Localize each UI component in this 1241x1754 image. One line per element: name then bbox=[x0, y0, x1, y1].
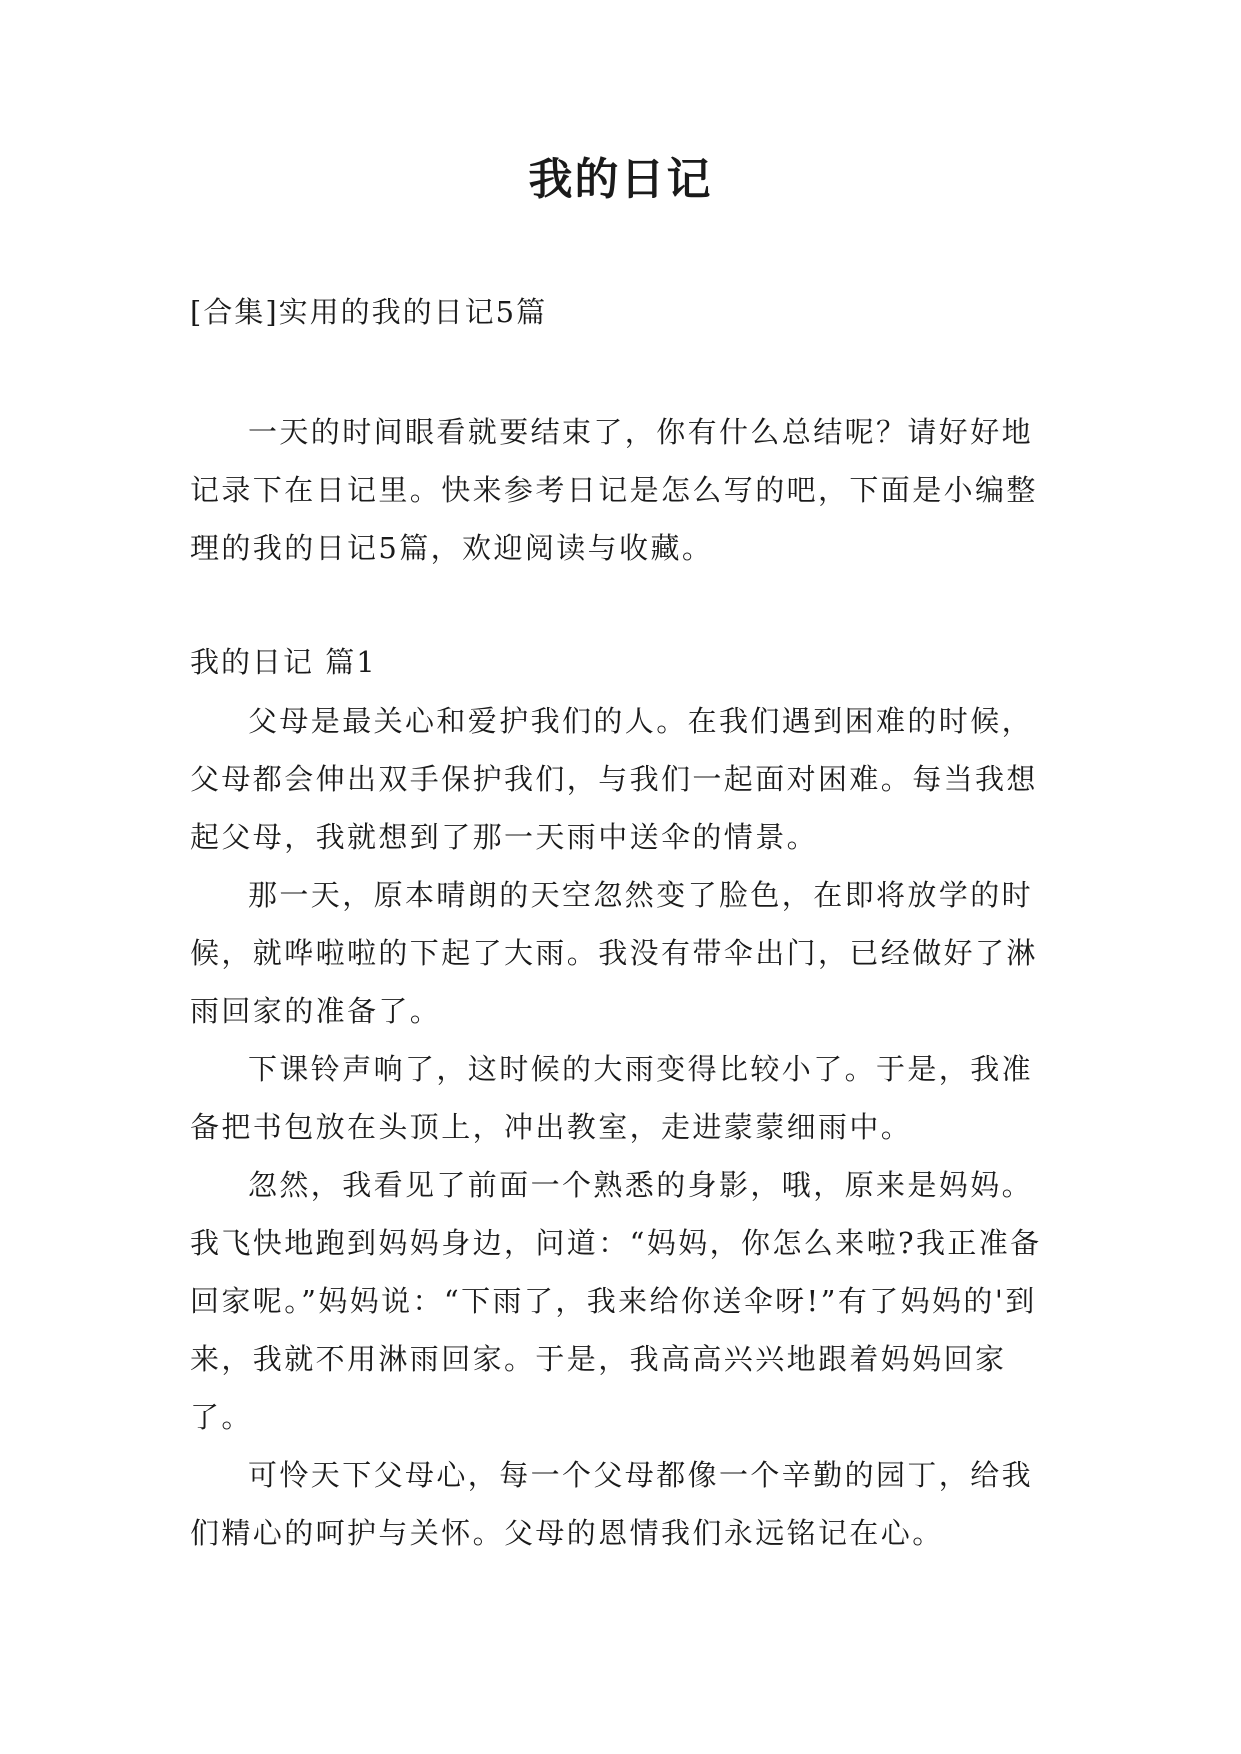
body-paragraph: 那一天，原本晴朗的天空忽然变了脸色，在即将放学的时候，就哗啦啦的下起了大雨。我没有带伞出门，已经做好了淋雨回家的准备了。 bbox=[190, 878, 1038, 1028]
body-paragraph: 忽然，我看见了前面一个熟悉的身影，哦，原来是妈妈。我飞快地跑到妈妈身边，问道：“妈妈，你怎么来啦?我正准备回家呢。”妈妈说：“下雨了，我来给你送伞呀!”有了妈妈的'到来，我就不用淋雨回家。于是，我高高兴兴地跟着妈妈回家了。 bbox=[190, 1168, 1042, 1434]
section-body bbox=[190, 692, 1050, 1562]
body-paragraph: 可怜天下父母心，每一个父母都像一个辛勤的园丁，给我们精心的呵护与关怀。父母的恩情我们永远铭记在心。 bbox=[190, 1458, 1034, 1550]
document-title: 我的日记 bbox=[528, 154, 713, 205]
body-paragraph: 父母是最关心和爱护我们的人。在我们遇到困难的时候，父母都会伸出双手保护我们，与我们一起面对困难。每当我想起父母，我就想到了那一天雨中送伞的情景。 bbox=[190, 704, 1038, 854]
body-paragraph: 下课铃声响了，这时候的大雨变得比较小了。于是，我准备把书包放在头顶上，冲出教室，走进蒙蒙细雨中。 bbox=[190, 1052, 1034, 1144]
document-subtitle: [合集]实用的我的日记5篇 bbox=[190, 295, 548, 329]
intro-paragraph: 一天的时间眼看就要结束了，你有什么总结呢？请好好地记录下在日记里。快来参考日记是怎么写的吧，下面是小编整理的我的日记5篇，欢迎阅读与收藏。 bbox=[190, 415, 1038, 565]
section-heading: 我的日记 篇1 bbox=[190, 645, 377, 679]
